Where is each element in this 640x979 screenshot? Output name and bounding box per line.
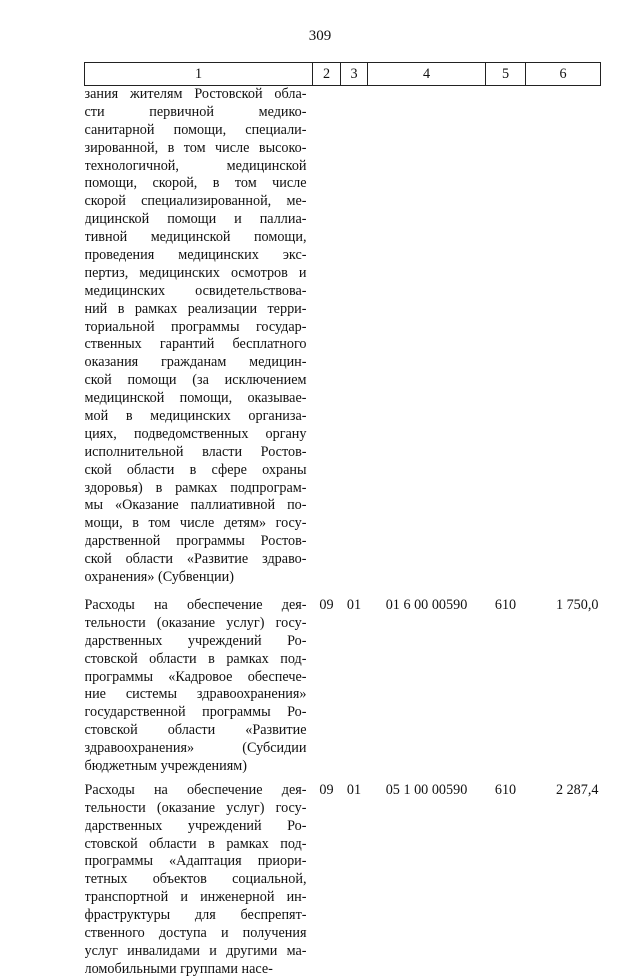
description-line: скорой специализированной, ме- bbox=[84, 193, 307, 210]
row-description bbox=[85, 597, 313, 782]
description-line: тетных объектов социальной, bbox=[84, 871, 307, 888]
table-row bbox=[85, 86, 601, 597]
description-line: услуг инвалидами и другими ма- bbox=[84, 942, 307, 959]
description-line: помощи, скорой, в том числе bbox=[84, 175, 307, 192]
header-col-3: 3 bbox=[341, 63, 368, 86]
description-line: сти первичной медико- bbox=[84, 103, 307, 120]
budget-table bbox=[84, 62, 601, 979]
description-line: тельности (оказание услуг) госу- bbox=[84, 614, 307, 631]
subsection-code: 01 bbox=[346, 781, 362, 798]
description-line: ториальной программы государ- bbox=[84, 318, 307, 335]
header-row bbox=[85, 63, 601, 86]
description-line: здоровья) в рамках подпрограм- bbox=[84, 479, 307, 496]
expense-type-code bbox=[486, 86, 526, 597]
subsection-code bbox=[341, 86, 368, 597]
section-code: 09 bbox=[319, 781, 334, 798]
target-article-code: 05 1 00 00590 bbox=[385, 781, 468, 798]
description-line: ской помощи (за исключением bbox=[84, 372, 307, 389]
description-line: охранения» (Субвенции) bbox=[84, 569, 234, 586]
description-line: программы «Кадровое обеспече- bbox=[84, 668, 307, 685]
description-line: оказания гражданам медицин- bbox=[84, 354, 307, 371]
description-line: фраструктуры для беспрепят- bbox=[84, 907, 307, 924]
description-line: санитарной помощи, специали- bbox=[84, 121, 307, 138]
description-line: ской области «Развитие здраво- bbox=[84, 551, 307, 568]
description-line: стовской области в рамках под- bbox=[84, 650, 307, 667]
table-row bbox=[85, 782, 601, 979]
description-line: зания жителям Ростовской обла- bbox=[84, 86, 307, 102]
description-line: тельности (оказание услуг) госу- bbox=[84, 799, 307, 816]
section-code bbox=[313, 86, 341, 597]
section-code: 09 bbox=[319, 596, 334, 613]
description-line: ломобильными группами насе- bbox=[84, 960, 273, 977]
description-line: проведения медицинских экс- bbox=[84, 247, 307, 264]
description-line: ственного доступа и получения bbox=[84, 924, 307, 941]
description-line: ние системы здравоохранения» bbox=[84, 686, 307, 703]
header-col-6: 6 bbox=[526, 63, 601, 86]
expense-type-code: 610 bbox=[494, 596, 517, 613]
description-line: исполнительной власти Ростов- bbox=[84, 443, 307, 460]
description-line: тивной медицинской помощи, bbox=[84, 229, 307, 246]
description-line: мощи, в том числе детям» госу- bbox=[84, 515, 307, 532]
description-line: программы «Адаптация приори- bbox=[84, 853, 307, 870]
description-line: транспортной и инженерной ин- bbox=[84, 889, 307, 906]
description-line: стовской области в рамках под- bbox=[84, 835, 307, 852]
page-number: 309 bbox=[308, 28, 332, 44]
header-col-1: 1 bbox=[85, 63, 313, 86]
description-line: дицинской помощи и паллиа- bbox=[84, 211, 307, 228]
description-line: Расходы на обеспечение дея- bbox=[84, 596, 307, 613]
description-line: ской области в сфере охраны bbox=[84, 461, 307, 478]
description-line: дарственных учреждений Ро- bbox=[84, 817, 307, 834]
amount bbox=[526, 86, 601, 597]
description-line: здравоохранения» (Субсидии bbox=[84, 740, 307, 757]
subsection-code: 01 bbox=[346, 596, 362, 613]
description-line: дарственной программы Ростов- bbox=[84, 533, 307, 550]
description-line: мой в медицинских организа- bbox=[84, 408, 307, 425]
description-line: ний в рамках реализации терри- bbox=[84, 300, 307, 317]
description-line: медицинских освидетельствова- bbox=[84, 282, 307, 299]
description-line: циях, подведомственных органу bbox=[84, 425, 307, 442]
description-line: бюджетным учреждениям) bbox=[84, 757, 247, 774]
header-col-5: 5 bbox=[486, 63, 526, 86]
description-line: технологичной, медицинской bbox=[84, 157, 307, 174]
description-line: зированной, в том числе высоко- bbox=[84, 139, 307, 156]
description-line: стовской области «Развитие bbox=[84, 722, 307, 739]
header-col-2: 2 bbox=[313, 63, 341, 86]
table-row bbox=[85, 597, 601, 782]
amount: 1 750,0 bbox=[555, 596, 599, 613]
header-col-4: 4 bbox=[368, 63, 486, 86]
description-line: дарственных учреждений Ро- bbox=[84, 632, 307, 649]
target-article-code: 01 6 00 00590 bbox=[385, 596, 468, 613]
expense-type-code: 610 bbox=[494, 781, 517, 798]
description-line: Расходы на обеспечение дея- bbox=[84, 781, 307, 798]
description-line: пертиз, медицинских осмотров и bbox=[84, 264, 307, 281]
row-description bbox=[85, 86, 313, 597]
description-line: государственной программы Ро- bbox=[84, 704, 307, 721]
target-article-code bbox=[368, 86, 486, 597]
description-line: мы «Оказание паллиативной по- bbox=[84, 497, 307, 514]
row-description bbox=[85, 782, 313, 979]
description-line: медицинской помощи, оказывае- bbox=[84, 390, 307, 407]
amount: 2 287,4 bbox=[555, 781, 599, 798]
description-line: ственных гарантий бесплатного bbox=[84, 336, 307, 353]
